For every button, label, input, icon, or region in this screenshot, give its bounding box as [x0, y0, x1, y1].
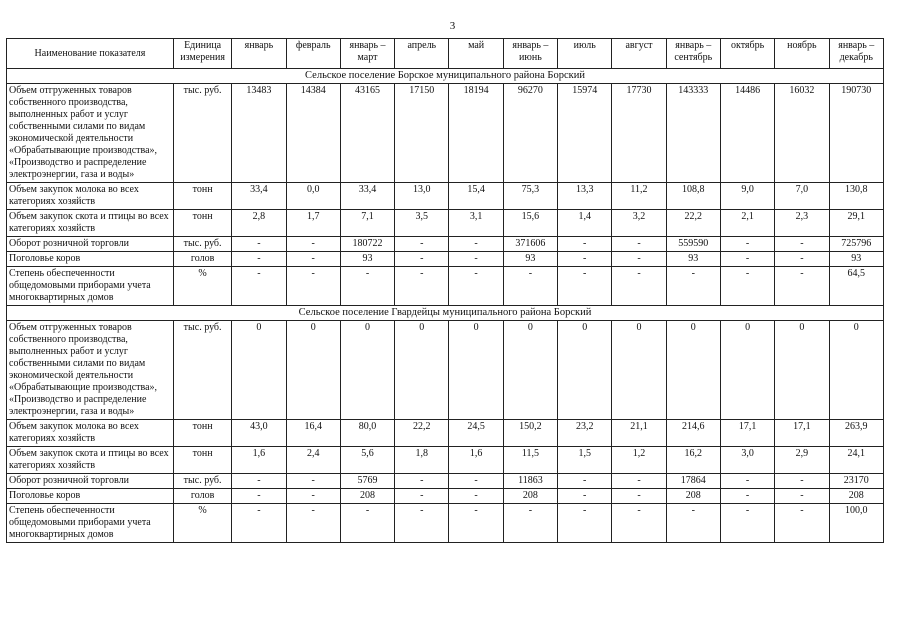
value-cell: 208	[829, 489, 883, 504]
value-cell: -	[449, 267, 503, 306]
value-cell: 263,9	[829, 420, 883, 447]
value-cell: 1,8	[395, 447, 449, 474]
indicator-name: Объем закупок молока во всех категориях хозяйств	[7, 183, 174, 210]
value-cell: 17,1	[720, 420, 774, 447]
unit-cell: тыс. руб.	[173, 84, 231, 183]
value-cell: 2,1	[720, 210, 774, 237]
value-cell: 371606	[503, 237, 557, 252]
value-cell: -	[720, 252, 774, 267]
value-cell: -	[286, 237, 340, 252]
value-cell: 0	[558, 321, 612, 420]
value-cell: -	[232, 474, 286, 489]
table-row	[7, 183, 884, 210]
value-cell: 2,9	[775, 447, 829, 474]
header-month: январь – сентябрь	[666, 39, 720, 69]
value-cell: 130,8	[829, 183, 883, 210]
value-cell: 3,1	[449, 210, 503, 237]
header-month: апрель	[395, 39, 449, 69]
unit-cell: тонн	[173, 447, 231, 474]
table-row	[7, 420, 884, 447]
value-cell: -	[612, 504, 666, 543]
indicator-name: Объем закупок скота и птицы во всех категориях хозяйств	[7, 447, 174, 474]
value-cell: 100,0	[829, 504, 883, 543]
value-cell: -	[286, 474, 340, 489]
table-row	[7, 267, 884, 306]
value-cell: -	[340, 504, 394, 543]
value-cell: 22,2	[666, 210, 720, 237]
section-header-row	[7, 306, 884, 321]
value-cell: 43,0	[232, 420, 286, 447]
table-row	[7, 84, 884, 183]
value-cell: 0	[666, 321, 720, 420]
value-cell: 17730	[612, 84, 666, 183]
value-cell: 2,8	[232, 210, 286, 237]
value-cell: -	[395, 237, 449, 252]
table-row	[7, 474, 884, 489]
value-cell: 11,2	[612, 183, 666, 210]
value-cell: 33,4	[232, 183, 286, 210]
value-cell: 3,2	[612, 210, 666, 237]
value-cell: -	[232, 504, 286, 543]
unit-cell: голов	[173, 252, 231, 267]
value-cell: 0	[720, 321, 774, 420]
value-cell: -	[612, 474, 666, 489]
value-cell: 1,2	[612, 447, 666, 474]
indicator-name: Оборот розничной торговли	[7, 237, 174, 252]
value-cell: 559590	[666, 237, 720, 252]
value-cell: 23170	[829, 474, 883, 489]
value-cell: -	[449, 237, 503, 252]
value-cell: -	[775, 267, 829, 306]
unit-cell: тыс. руб.	[173, 321, 231, 420]
value-cell: -	[612, 267, 666, 306]
header-month: май	[449, 39, 503, 69]
unit-cell: тонн	[173, 183, 231, 210]
indicator-name: Степень обеспеченности общедомовыми приборами учета многоквартирных домов	[7, 267, 174, 306]
unit-cell: %	[173, 267, 231, 306]
value-cell: 13,3	[558, 183, 612, 210]
value-cell: 93	[829, 252, 883, 267]
value-cell: -	[666, 504, 720, 543]
value-cell: 13,0	[395, 183, 449, 210]
indicator-name: Объем закупок скота и птицы во всех категориях хозяйств	[7, 210, 174, 237]
value-cell: 725796	[829, 237, 883, 252]
value-cell: 7,0	[775, 183, 829, 210]
header-month: январь – март	[340, 39, 394, 69]
value-cell: 0,0	[286, 183, 340, 210]
table-row	[7, 210, 884, 237]
value-cell: 7,1	[340, 210, 394, 237]
value-cell: -	[232, 489, 286, 504]
value-cell: -	[395, 252, 449, 267]
value-cell: 14486	[720, 84, 774, 183]
value-cell: 2,4	[286, 447, 340, 474]
value-cell: -	[775, 504, 829, 543]
value-cell: 208	[340, 489, 394, 504]
indicator-name: Объем отгруженных товаров собственного производства, выполненных работ и услуг собственными силами по видам экономической деятельности «Обрабатывающие производства», «Производство и распределение электроэнергии, газа и воды»	[7, 321, 174, 420]
value-cell: 1,5	[558, 447, 612, 474]
value-cell: -	[395, 474, 449, 489]
value-cell: -	[558, 504, 612, 543]
value-cell: 14384	[286, 84, 340, 183]
value-cell: 16,4	[286, 420, 340, 447]
indicator-name: Объем закупок молока во всех категориях хозяйств	[7, 420, 174, 447]
table-row	[7, 447, 884, 474]
value-cell: 5,6	[340, 447, 394, 474]
value-cell: -	[503, 267, 557, 306]
value-cell: -	[558, 489, 612, 504]
value-cell: 0	[503, 321, 557, 420]
value-cell: 0	[449, 321, 503, 420]
value-cell: 96270	[503, 84, 557, 183]
value-cell: 1,6	[232, 447, 286, 474]
value-cell: 64,5	[829, 267, 883, 306]
value-cell: 190730	[829, 84, 883, 183]
value-cell: -	[775, 489, 829, 504]
value-cell: -	[558, 267, 612, 306]
value-cell: -	[775, 237, 829, 252]
value-cell: -	[449, 489, 503, 504]
value-cell: 23,2	[558, 420, 612, 447]
value-cell: 214,6	[666, 420, 720, 447]
value-cell: 93	[503, 252, 557, 267]
value-cell: 24,5	[449, 420, 503, 447]
unit-cell: тыс. руб.	[173, 237, 231, 252]
value-cell: 16,2	[666, 447, 720, 474]
value-cell: -	[666, 267, 720, 306]
value-cell: 11,5	[503, 447, 557, 474]
value-cell: 0	[340, 321, 394, 420]
header-month: июль	[558, 39, 612, 69]
value-cell: 75,3	[503, 183, 557, 210]
value-cell: 180722	[340, 237, 394, 252]
value-cell: -	[558, 474, 612, 489]
value-cell: -	[395, 489, 449, 504]
value-cell: -	[558, 237, 612, 252]
header-row	[7, 39, 884, 69]
value-cell: -	[232, 267, 286, 306]
value-cell: -	[340, 267, 394, 306]
value-cell: 2,3	[775, 210, 829, 237]
header-month: октябрь	[720, 39, 774, 69]
value-cell: 1,7	[286, 210, 340, 237]
value-cell: 3,5	[395, 210, 449, 237]
value-cell: -	[503, 504, 557, 543]
value-cell: -	[612, 237, 666, 252]
value-cell: 21,1	[612, 420, 666, 447]
value-cell: -	[232, 252, 286, 267]
value-cell: 22,2	[395, 420, 449, 447]
unit-cell: тонн	[173, 420, 231, 447]
value-cell: 13483	[232, 84, 286, 183]
header-unit: Единица измерения	[173, 39, 231, 69]
value-cell: -	[449, 504, 503, 543]
value-cell: -	[612, 489, 666, 504]
value-cell: 0	[612, 321, 666, 420]
table-row	[7, 252, 884, 267]
value-cell: 15974	[558, 84, 612, 183]
value-cell: -	[286, 267, 340, 306]
value-cell: -	[395, 267, 449, 306]
value-cell: 16032	[775, 84, 829, 183]
value-cell: 15,6	[503, 210, 557, 237]
unit-cell: тонн	[173, 210, 231, 237]
value-cell: -	[720, 267, 774, 306]
value-cell: 0	[775, 321, 829, 420]
value-cell: -	[449, 252, 503, 267]
value-cell: -	[720, 504, 774, 543]
value-cell: 24,1	[829, 447, 883, 474]
value-cell: 108,8	[666, 183, 720, 210]
page-number: 3	[449, 20, 456, 32]
value-cell: 1,6	[449, 447, 503, 474]
header-month: ноябрь	[775, 39, 829, 69]
value-cell: -	[286, 489, 340, 504]
value-cell: 0	[395, 321, 449, 420]
section-header-row	[7, 69, 884, 84]
value-cell: 9,0	[720, 183, 774, 210]
indicators-table	[6, 38, 884, 543]
value-cell: -	[612, 252, 666, 267]
value-cell: -	[286, 252, 340, 267]
value-cell: 1,4	[558, 210, 612, 237]
table-row	[7, 321, 884, 420]
unit-cell: %	[173, 504, 231, 543]
value-cell: 15,4	[449, 183, 503, 210]
value-cell: 143333	[666, 84, 720, 183]
value-cell: 11863	[503, 474, 557, 489]
value-cell: 17,1	[775, 420, 829, 447]
value-cell: 18194	[449, 84, 503, 183]
value-cell: -	[720, 489, 774, 504]
value-cell: -	[720, 237, 774, 252]
value-cell: 17864	[666, 474, 720, 489]
value-cell: 5769	[340, 474, 394, 489]
header-indicator: Наименование показателя	[7, 39, 174, 69]
value-cell: 93	[340, 252, 394, 267]
indicator-name: Степень обеспеченности общедомовыми приборами учета многоквартирных домов	[7, 504, 174, 543]
indicator-name: Поголовье коров	[7, 489, 174, 504]
header-month: август	[612, 39, 666, 69]
value-cell: 150,2	[503, 420, 557, 447]
value-cell: 0	[232, 321, 286, 420]
value-cell: 43165	[340, 84, 394, 183]
unit-cell: голов	[173, 489, 231, 504]
value-cell: 0	[829, 321, 883, 420]
value-cell: -	[286, 504, 340, 543]
value-cell: 33,4	[340, 183, 394, 210]
value-cell: 0	[286, 321, 340, 420]
table-row	[7, 489, 884, 504]
value-cell: 80,0	[340, 420, 394, 447]
value-cell: 17150	[395, 84, 449, 183]
value-cell: -	[775, 474, 829, 489]
value-cell: 208	[666, 489, 720, 504]
value-cell: -	[449, 474, 503, 489]
value-cell: 93	[666, 252, 720, 267]
indicator-name: Объем отгруженных товаров собственного производства, выполненных работ и услуг собственными силами по видам экономической деятельности «Обрабатывающие производства», «Производство и распределение электроэнергии, газа и воды»	[7, 84, 174, 183]
value-cell: -	[775, 252, 829, 267]
value-cell: -	[395, 504, 449, 543]
header-month: январь – декабрь	[829, 39, 883, 69]
header-month: февраль	[286, 39, 340, 69]
value-cell: 29,1	[829, 210, 883, 237]
indicator-name: Поголовье коров	[7, 252, 174, 267]
table-row	[7, 237, 884, 252]
value-cell: -	[232, 237, 286, 252]
value-cell: -	[558, 252, 612, 267]
table-row	[7, 504, 884, 543]
section-title: Сельское поселение Гвардейцы муниципального района Борский	[7, 306, 884, 321]
header-month: январь	[232, 39, 286, 69]
value-cell: -	[720, 474, 774, 489]
header-month: январь – июнь	[503, 39, 557, 69]
indicator-name: Оборот розничной торговли	[7, 474, 174, 489]
value-cell: 208	[503, 489, 557, 504]
unit-cell: тыс. руб.	[173, 474, 231, 489]
section-title: Сельское поселение Борское муниципального района Борский	[7, 69, 884, 84]
value-cell: 3,0	[720, 447, 774, 474]
